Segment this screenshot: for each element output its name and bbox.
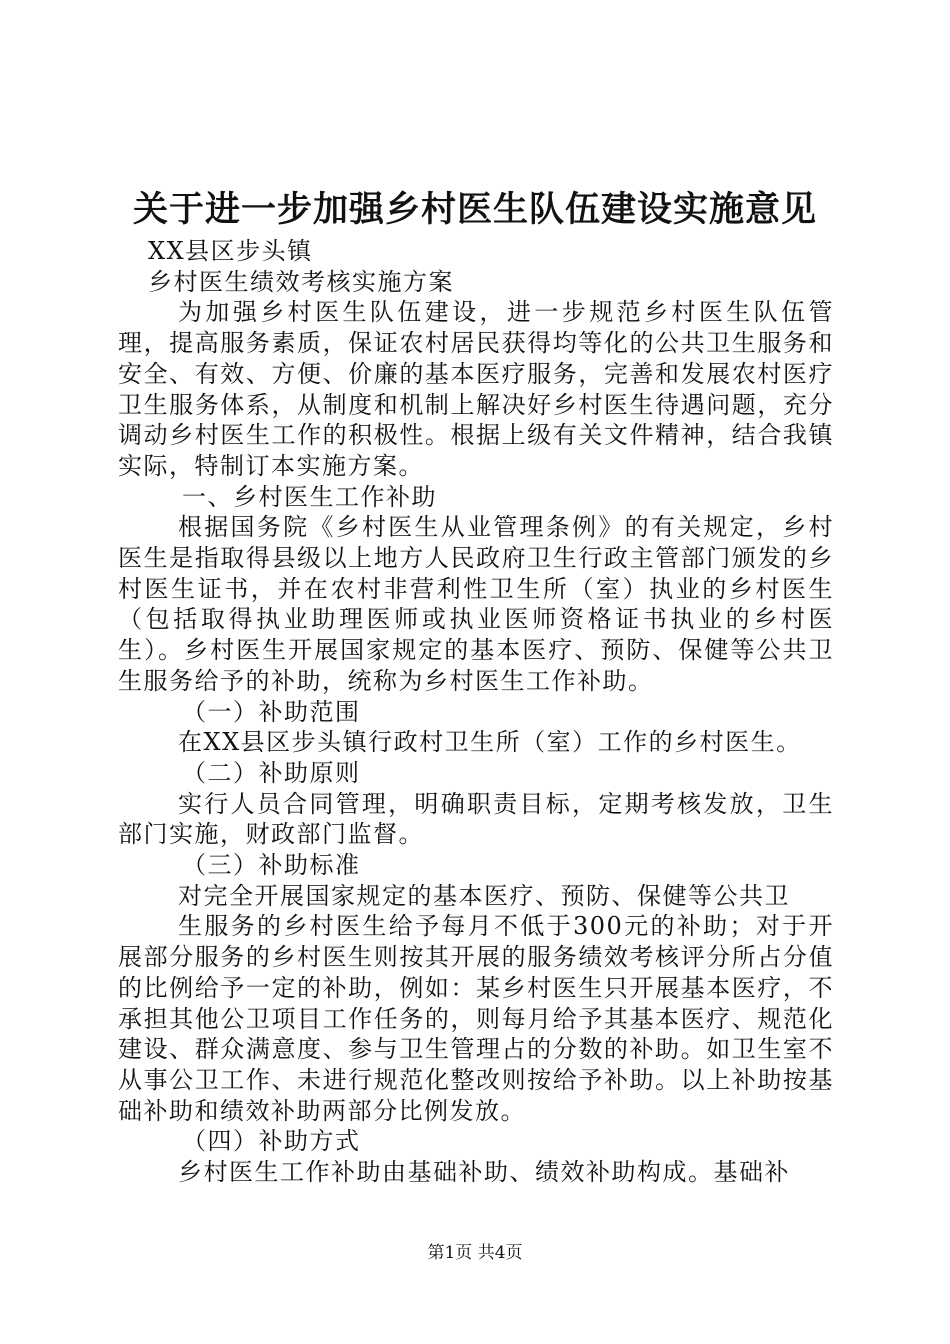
page-footer: 第1页 共4页 bbox=[427, 1243, 523, 1263]
paragraph-scope: 在XX县区步头镇行政村卫生所（室）工作的乡村医生。 bbox=[178, 728, 802, 757]
paragraph-regulation: 根据国务院《乡村医生从业管理条例》的有关规定，乡村医生是指取得县级以上地方人民政府卫生行政主管部门颁发的乡村医生证书，并在农村非营利性卫生所（室）执业的乡村医生（包括取得执业助理医师或执业医师资格证书执业的乡村医生）。乡村医生开展国家规定的基本医疗、预防、保健等公共卫生服务给予的补助，统称为乡村医生工作补助。 bbox=[118, 513, 834, 695]
document-body bbox=[118, 236, 834, 1188]
paragraph-plan-name: 乡村医生绩效考核实施方案 bbox=[148, 267, 454, 296]
paragraph-method: 乡村医生工作补助由基础补助、绩效补助构成。基础补 bbox=[178, 1158, 790, 1187]
subheading-method: （四）补助方式 bbox=[182, 1127, 361, 1156]
paragraph-principle: 实行人员合同管理，明确职责目标，定期考核发放，卫生部门实施，财政部门监督。 bbox=[118, 789, 834, 849]
subheading-scope: （一）补助范围 bbox=[182, 697, 361, 726]
subheading-principle: （二）补助原则 bbox=[182, 758, 361, 787]
paragraph-standard-line: 对完全开展国家规定的基本医疗、预防、保健等公共卫 bbox=[178, 881, 790, 910]
paragraph-intro: 为加强乡村医生队伍建设，进一步规范乡村医生队伍管理，提高服务素质，保证农村居民获得均等化的公共卫生服务和安全、有效、方便、价廉的基本医疗服务，完善和发展农村医疗卫生服务体系，从制度和机制上解决好乡村医生待遇问题，充分调动乡村医生工作的积极性。根据上级有关文件精神，结合我镇实际，特制订本实施方案。 bbox=[118, 298, 834, 480]
document-title: 关于进一步加强乡村医生队伍建设实施意见 bbox=[132, 189, 817, 230]
paragraph-standard: 生服务的乡村医生给予每月不低于300元的补助；对于开展部分服务的乡村医生则按其开展的服务绩效考核评分所占分值的比例给予一定的补助，例如：某乡村医生只开展基本医疗，不承担其他公卫项目工作任务的，则每月给予其基本医疗、规范化建设、群众满意度、参与卫生管理占的分数的补助。如卫生室不从事公卫工作、未进行规范化整改则按给予补助。以上补助按基础补助和绩效补助两部分比例发放。 bbox=[118, 912, 834, 1125]
subheading-standard: （三）补助标准 bbox=[182, 851, 361, 880]
section-heading-1: 一、乡村医生工作补助 bbox=[182, 482, 437, 511]
paragraph-county: XX县区步头镇 bbox=[148, 237, 313, 265]
